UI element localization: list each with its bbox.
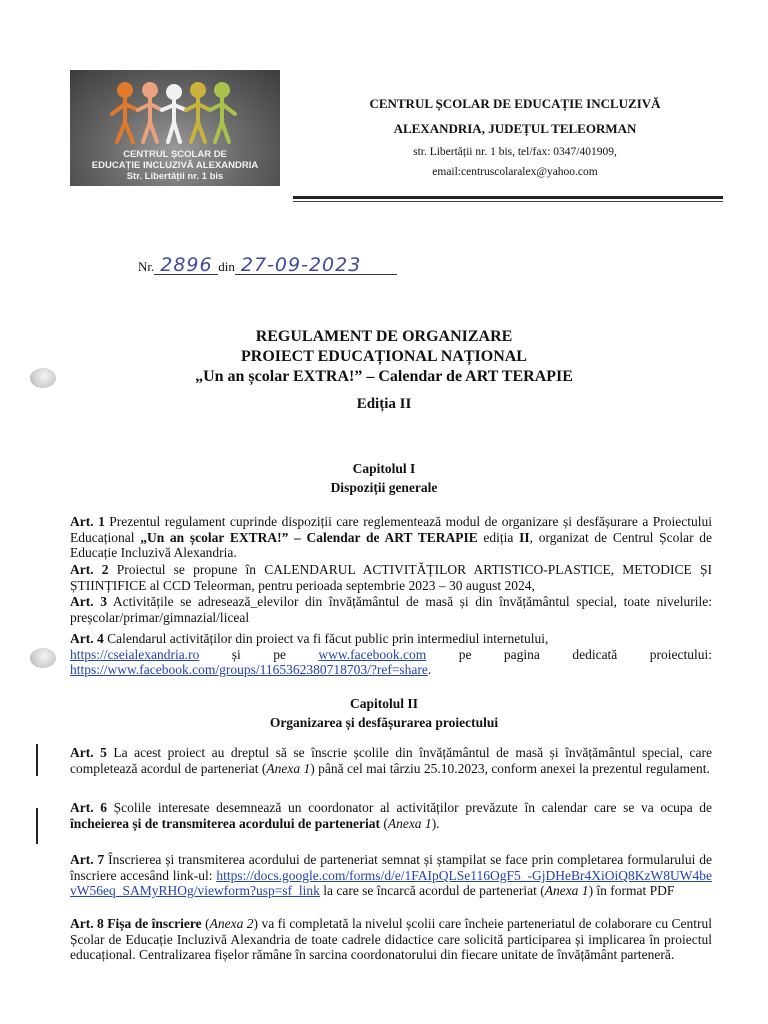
edition: Ediția II — [356, 396, 412, 412]
art5-label: Art. 5 — [70, 745, 107, 760]
article-7 — [70, 852, 712, 899]
art8-label: Art. 8 — [70, 916, 104, 931]
header-rule-thin — [293, 201, 723, 202]
facebook-link[interactable]: www.facebook.com — [318, 646, 427, 662]
art6-text-c: ). — [431, 815, 440, 831]
art5-text-c: ) până cel mai târziu 25.10.2023, conform anexei la prezentul regulament. — [310, 760, 710, 776]
art4-and: și — [231, 646, 241, 662]
google-form-link[interactable]: https://docs.google.com/forms/d/e/1FAIpQLSe116OgF5_-GjDHeBr4XiOiQ8KzW8UW4bevW56eq_SAMyRHOg/viewform?usp=sf_link — [70, 867, 713, 899]
art4-dedicata: dedicată — [572, 646, 618, 662]
art8-bold: Fișa de înscriere — [107, 916, 202, 931]
website-link[interactable]: https://cseialexandria.ro — [70, 646, 200, 662]
art5-anexa: Anexa 1 — [266, 760, 311, 776]
title-line-1: REGULAMENT DE ORGANIZARE — [255, 328, 513, 345]
art2-text: Proiectul se propune în CALENDARUL ACTIVITĂȚILOR ARTISTICO-PLASTICE, METODICE ȘI ȘTIINȚIFICE al CCD Teleorman, pentru perioada septembrie 2023 – 30 august 2024, — [70, 562, 712, 593]
header-org: CENTRUL ȘCOLAR DE EDUCAȚIE INCLUZIVĂ — [369, 96, 661, 111]
art1-text-a: Prezentul regulament cuprinde dispoziții care reglementează modul de organizare și desfășurare a Proiectului Educațional — [70, 514, 713, 545]
din-label: din — [218, 259, 235, 274]
article-4 — [70, 631, 712, 678]
art4-proiectului: proiectului: — [649, 646, 712, 662]
art4-text-a: Calendarul activităților din proiect va fi făcut public prin intermediul internetului, — [107, 631, 549, 646]
chapter-2-heading: Capitolul II — [350, 696, 418, 711]
art6-text-a: Școlile interesate desemnează un coordonator al activităților prevăzute în calendar care se va ocupa de — [113, 800, 712, 815]
art7-text-c: ) în format PDF — [588, 883, 675, 899]
art1-label: Art. 1 — [70, 514, 105, 529]
art1-edition: II — [519, 529, 530, 545]
article-6 — [70, 800, 712, 831]
art4-label: Art. 4 — [70, 631, 104, 646]
art3-label: Art. 3 — [70, 594, 107, 609]
art5-text-b: , care completează acordul de parteneriat ( — [70, 745, 712, 776]
logo-line-1: CENTRUL ȘCOLAR DE — [123, 149, 227, 160]
art6-anexa: Anexa 1 — [387, 815, 432, 831]
margin-mark — [36, 808, 38, 844]
art8-anexa: Anexa 2 — [209, 916, 254, 931]
nr-label: Nr. — [138, 259, 155, 274]
article-1 — [70, 514, 712, 561]
punch-hole — [30, 648, 56, 668]
art6-bold: încheierea și de transmiterea acordului de parteneriat — [70, 815, 380, 831]
art1-text-c: , organizat de Centrul Școlar de Educație Incluzivă Alexandria. — [70, 529, 713, 561]
facebook-group-link[interactable]: https://www.facebook.com/groups/1165362380718703/?ref=share — [70, 662, 428, 678]
article-2 — [70, 562, 712, 593]
header-city: ALEXANDRIA, JUDEȚUL TELEORMAN — [393, 121, 637, 136]
art4-pagina: pagina — [503, 646, 540, 662]
logo-line-3: Str. Libertății nr. 1 bis — [126, 171, 224, 182]
article-5 — [70, 745, 712, 776]
logo-line-2: EDUCAȚIE INCLUZIVĂ ALEXANDRIA — [91, 160, 259, 171]
art7-text-a: Înscrierea și transmiterea acordului de parteneriat semnat și ștampilat se face prin completarea formularului de înscriere accesând link-ul: — [70, 852, 712, 883]
article-8 — [70, 916, 712, 963]
art7-anexa: Anexa 1 — [544, 883, 589, 899]
nr-value: 2896 — [154, 256, 218, 275]
art1-project-name: „Un an școlar EXTRA!” – Calendar de ART TERAPIE — [140, 529, 478, 545]
header-rule — [293, 196, 723, 199]
art1-text-b: ediția — [483, 529, 514, 545]
title-line-3: „Un an școlar EXTRA!” – Calendar de ART TERAPIE — [195, 368, 573, 385]
art6-label: Art. 6 — [70, 800, 108, 815]
art3-text: Activitățile se adresează_elevilor din învățământul de masă și din învățământul special, toate nivelurile: preșcolar/primar/gimnazial/liceal — [70, 594, 712, 625]
art6-text-b: ( — [383, 815, 388, 831]
article-3 — [70, 594, 712, 625]
art8-text-a: ( — [205, 916, 210, 931]
art4-pe: pe — [458, 646, 472, 662]
art5-text-a: La acest proiect au dreptul să se înscrie școlile din învățământul de masă și învățământul special — [113, 745, 680, 760]
school-logo — [70, 70, 280, 186]
chapter-2-subtitle: Organizarea și desfășurarea proiectului — [269, 715, 499, 730]
registration-line — [138, 256, 397, 275]
art7-text-b: la care se încarcă acordul de parteneriat ( — [323, 883, 545, 899]
art4-end: . — [427, 662, 432, 678]
art8-text-b: ) va fi completată la nivelul școlii care încheie parteneriatul de colaborare cu Centrul Școlar de Educație Incluzivă Alexandria de toate cadrele didactice care solicită participarea și implicarea în proiectul educațional. Centralizarea fișelor rămâne în sarcina coordonatorului din fiecare unitate de învățământ parteneră. — [70, 916, 713, 963]
chapter-1-heading: Capitolul I — [352, 461, 416, 476]
art4-pe: pe — [273, 646, 286, 662]
header-email: email:centruscolaralex@yahoo.com — [432, 166, 598, 178]
art7-label: Art. 7 — [70, 852, 105, 867]
art2-label: Art. 2 — [70, 562, 109, 577]
chapter-1-subtitle: Dispoziții generale — [330, 480, 438, 495]
title-line-2: PROIECT EDUCAȚIONAL NAȚIONAL — [241, 348, 527, 365]
header-address: str. Libertății nr. 1 bis, tel/fax: 0347/401909, — [413, 146, 617, 158]
margin-mark — [36, 744, 38, 776]
date-value: 27-09-2023 — [235, 256, 397, 275]
